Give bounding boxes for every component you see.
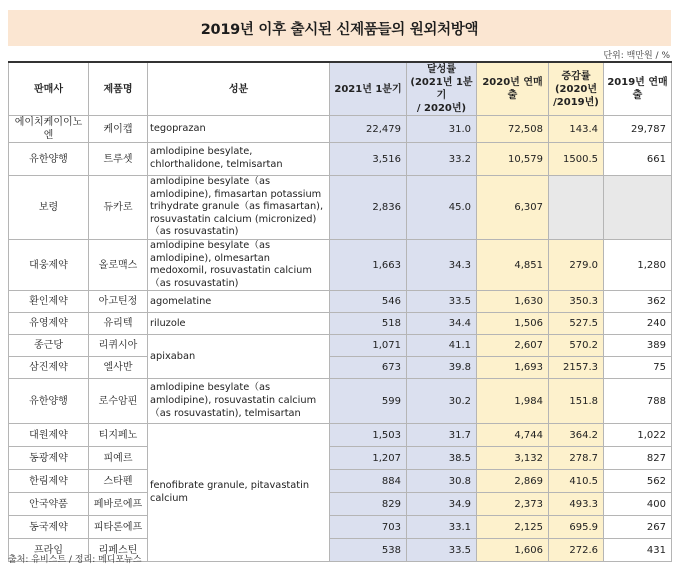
product-cell: 로수암핀: [89, 379, 148, 424]
table-row: [9, 493, 672, 516]
growth-cell: [549, 176, 604, 240]
company-cell: 대원제약: [9, 424, 89, 447]
product-cell: 유리텍: [89, 313, 148, 335]
table-row: [9, 424, 672, 447]
growth-cell: 410.5: [549, 470, 604, 493]
sales-2019-cell: [604, 176, 672, 240]
ingredient-cell: apixaban: [148, 335, 330, 379]
product-cell: 아고틴정: [89, 291, 148, 313]
achievement-cell: 31.7: [407, 424, 477, 447]
header-growth-line3: /2019년): [553, 96, 599, 108]
table-row: [9, 176, 672, 240]
growth-cell: 1500.5: [549, 143, 604, 176]
growth-cell: 695.9: [549, 516, 604, 539]
q1-2021-cell: 546: [330, 291, 407, 313]
sales-2019-cell: 75: [604, 357, 672, 379]
company-cell: 한림제약: [9, 470, 89, 493]
achievement-cell: 30.8: [407, 470, 477, 493]
header-q1-2021: 2021년 1분기: [330, 62, 407, 116]
sales-2019-cell: 661: [604, 143, 672, 176]
header-company: 판매사: [9, 62, 89, 116]
header-achievement: [407, 62, 477, 116]
header-achievement-line3: / 2020년): [416, 103, 467, 114]
sales-2019-cell: 1,022: [604, 424, 672, 447]
sales-2020-cell: 72,508: [477, 116, 549, 143]
achievement-cell: 34.9: [407, 493, 477, 516]
sales-2019-cell: 788: [604, 379, 672, 424]
achievement-cell: 34.4: [407, 313, 477, 335]
ingredient-cell: riluzole: [148, 313, 330, 335]
growth-cell: 350.3: [549, 291, 604, 313]
achievement-cell: 41.1: [407, 335, 477, 357]
sales-2019-cell: 562: [604, 470, 672, 493]
sales-2020-cell: 6,307: [477, 176, 549, 240]
q1-2021-cell: 22,479: [330, 116, 407, 143]
sales-2019-cell: 400: [604, 493, 672, 516]
achievement-cell: 30.2: [407, 379, 477, 424]
q1-2021-cell: 3,516: [330, 143, 407, 176]
achievement-cell: 45.0: [407, 176, 477, 240]
header-row: [9, 62, 672, 116]
sales-2019-cell: 1,280: [604, 239, 672, 290]
company-cell: 삼진제약: [9, 357, 89, 379]
header-achievement-line1: 달성률: [427, 64, 456, 75]
table-row: [9, 357, 672, 379]
company-cell: 환인제약: [9, 291, 89, 313]
table-row: [9, 516, 672, 539]
q1-2021-cell: 599: [330, 379, 407, 424]
ingredient-cell: agomelatine: [148, 291, 330, 313]
company-cell: 안국약품: [9, 493, 89, 516]
company-cell: 동광제약: [9, 447, 89, 470]
achievement-cell: 33.5: [407, 291, 477, 313]
achievement-cell: 34.3: [407, 239, 477, 290]
header-growth-line2: (2020년: [554, 83, 598, 95]
table-row: [9, 239, 672, 290]
company-cell: 동국제약: [9, 516, 89, 539]
ingredient-cell: fenofibrate granule, pitavastatin calcium: [148, 424, 330, 562]
sales-2019-cell: 29,787: [604, 116, 672, 143]
sales-2020-cell: 1,693: [477, 357, 549, 379]
unit-note: 단위: 백만원 / %: [603, 51, 670, 61]
table-row: [9, 335, 672, 357]
sales-2020-cell: 3,132: [477, 447, 549, 470]
product-cell: 피예르: [89, 447, 148, 470]
ingredient-cell: amlodipine besylate（as amlodipine), olmesartan medoxomil, rosuvastatin calcium（as rosuvastatin): [148, 239, 330, 290]
product-cell: 올로맥스: [89, 239, 148, 290]
sales-2020-cell: 2,373: [477, 493, 549, 516]
company-cell: 종근당: [9, 335, 89, 357]
ingredient-cell: amlodipine besylate（as amlodipine), rosuvastatin calcium（as rosuvastatin), telmisartan: [148, 379, 330, 424]
company-cell: 유한양행: [9, 379, 89, 424]
header-growth: [549, 62, 604, 116]
company-cell: 프라임: [9, 539, 89, 562]
growth-cell: 2157.3: [549, 357, 604, 379]
company-cell: 보령: [9, 176, 89, 240]
q1-2021-cell: 884: [330, 470, 407, 493]
sales-2019-cell: 362: [604, 291, 672, 313]
company-cell: 유한양행: [9, 143, 89, 176]
table-row: [9, 291, 672, 313]
achievement-cell: 39.8: [407, 357, 477, 379]
sales-2020-cell: 4,851: [477, 239, 549, 290]
company-cell: 대웅제약: [9, 239, 89, 290]
sales-2020-cell: 1,506: [477, 313, 549, 335]
growth-cell: 570.2: [549, 335, 604, 357]
sales-2020-cell: 2,125: [477, 516, 549, 539]
growth-cell: 493.3: [549, 493, 604, 516]
achievement-cell: 33.1: [407, 516, 477, 539]
header-sales-2019: 2019년 연매출: [604, 62, 672, 116]
header-growth-line1: 증감률: [561, 70, 591, 82]
q1-2021-cell: 1,663: [330, 239, 407, 290]
product-cell: 케이캡: [89, 116, 148, 143]
sales-2019-cell: 267: [604, 516, 672, 539]
sales-2019-cell: 431: [604, 539, 672, 562]
q1-2021-cell: 1,071: [330, 335, 407, 357]
table-row: [9, 116, 672, 143]
q1-2021-cell: 673: [330, 357, 407, 379]
page-title: 2019년 이후 출시된 신제품들의 원외처방액: [200, 21, 479, 38]
sales-2020-cell: 10,579: [477, 143, 549, 176]
product-cell: 리퀴시아: [89, 335, 148, 357]
q1-2021-cell: 1,207: [330, 447, 407, 470]
q1-2021-cell: 538: [330, 539, 407, 562]
growth-cell: 272.6: [549, 539, 604, 562]
title-banner: [8, 10, 671, 46]
company-cell: 에이치케이이노엔: [9, 116, 89, 143]
growth-cell: 151.8: [549, 379, 604, 424]
q1-2021-cell: 518: [330, 313, 407, 335]
growth-cell: 527.5: [549, 313, 604, 335]
achievement-cell: 31.0: [407, 116, 477, 143]
product-cell: 듀카로: [89, 176, 148, 240]
achievement-cell: 38.5: [407, 447, 477, 470]
sales-2020-cell: 2,607: [477, 335, 549, 357]
q1-2021-cell: 703: [330, 516, 407, 539]
growth-cell: 279.0: [549, 239, 604, 290]
ingredient-cell: tegoprazan: [148, 116, 330, 143]
product-cell: 티지페노: [89, 424, 148, 447]
sales-2019-cell: 240: [604, 313, 672, 335]
sales-2020-cell: 1,984: [477, 379, 549, 424]
product-cell: 트루셋: [89, 143, 148, 176]
product-cell: 리페스틴: [89, 539, 148, 562]
table-row: [9, 379, 672, 424]
growth-cell: 278.7: [549, 447, 604, 470]
sales-2020-cell: 2,869: [477, 470, 549, 493]
achievement-cell: 33.2: [407, 143, 477, 176]
source-note: 출처: 유비스트 / 정리: 메디포뉴스: [8, 555, 142, 565]
table-row: [9, 447, 672, 470]
header-ingredient: 성분: [148, 62, 330, 116]
sales-2020-cell: 4,744: [477, 424, 549, 447]
achievement-cell: 33.5: [407, 539, 477, 562]
table-row: [9, 143, 672, 176]
product-cell: 피타론에프: [89, 516, 148, 539]
header-product: 제품명: [89, 62, 148, 116]
ingredient-cell: amlodipine besylate, chlorthalidone, telmisartan: [148, 143, 330, 176]
growth-cell: 143.4: [549, 116, 604, 143]
table-row: [9, 313, 672, 335]
header-achievement-line2: (2021년 1분기: [410, 77, 473, 101]
company-cell: 유영제약: [9, 313, 89, 335]
sales-2020-cell: 1,630: [477, 291, 549, 313]
header-sales-2020: 2020년 연매출: [477, 62, 549, 116]
prescription-table: [8, 61, 672, 562]
q1-2021-cell: 1,503: [330, 424, 407, 447]
table-row: [9, 470, 672, 493]
q1-2021-cell: 2,836: [330, 176, 407, 240]
q1-2021-cell: 829: [330, 493, 407, 516]
product-cell: 스타펜: [89, 470, 148, 493]
ingredient-cell: amlodipine besylate（as amlodipine), fimasartan potassium trihydrate granule（as fimasartan), rosuvastatin calcium (micronized)（as rosuvastatin): [148, 176, 330, 240]
product-cell: 페바로에프: [89, 493, 148, 516]
sales-2019-cell: 389: [604, 335, 672, 357]
sales-2020-cell: 1,606: [477, 539, 549, 562]
sales-2019-cell: 827: [604, 447, 672, 470]
growth-cell: 364.2: [549, 424, 604, 447]
product-cell: 엘사반: [89, 357, 148, 379]
